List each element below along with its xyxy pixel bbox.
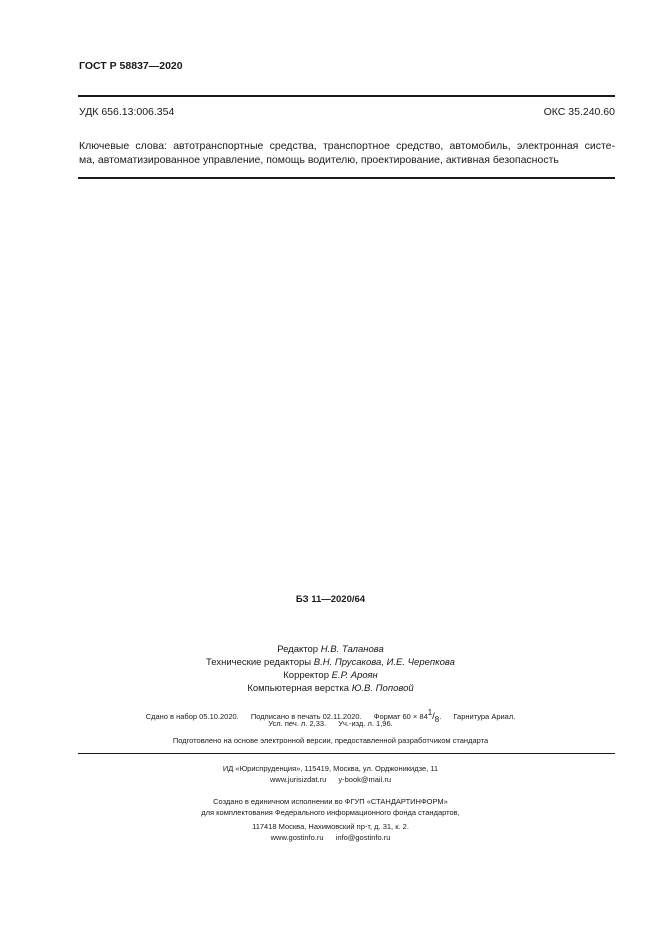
format-suffix: . [439, 712, 442, 722]
footer-rule [78, 753, 615, 754]
layout-label: Компьютерная верстка [247, 683, 350, 694]
print-signed: Подписано в печать 02.11.2020. [250, 712, 362, 722]
corrector-label: Корректор [283, 670, 329, 681]
oks-code: ОКС 35.240.60 [543, 106, 615, 118]
keywords-rule [78, 177, 615, 179]
publisher-contacts [0, 774, 661, 785]
created-contacts [0, 832, 661, 843]
publisher-line-1: ИД «Юриспруденция», 115419, Москва, ул. Орджоникидзе, 11 [222, 764, 439, 773]
standard-number: ГОСТ Р 58837—2020 [79, 60, 183, 72]
format-prefix: Формат 60 × 84 [373, 712, 428, 722]
format-frac-den: 8 [434, 715, 440, 725]
created-address: 117418 Москва, Нахимовский пр-т, д. 31, к. 2. [252, 822, 409, 831]
format-frac-num: 1 [427, 708, 433, 717]
tech-names: В.Н. Прусакова, И.Е. Черепкова [313, 657, 455, 668]
created-line-2: для комплектования Федерального информационного фонда стандартов, [201, 808, 460, 817]
format-frac-sep: / [432, 711, 435, 723]
editor-name: Н.В. Таланова [320, 644, 384, 655]
created-site[interactable]: www.gostinfo.ru [270, 833, 324, 842]
keywords-line-2: ма, автоматизированное управление, помощь водителю, проектирование, активная безопасность [79, 154, 559, 166]
layout-name: Ю.В. Поповой [351, 683, 414, 694]
credits-block [0, 643, 661, 695]
credit-corrector [0, 669, 661, 682]
udk-code: УДК 656.13:006.354 [79, 106, 175, 118]
created-email[interactable]: info@gostinfo.ru [335, 833, 391, 842]
corrector-name: Е.Р. Ароян [331, 670, 378, 681]
prepared-note: Подготовлено на основе электронной версии, предоставленной разработчиком стандарта [172, 736, 489, 745]
bz-number: БЗ 11—2020/64 [295, 594, 366, 605]
publisher-site[interactable]: www.jurisizdat.ru [270, 775, 327, 784]
credit-editor [0, 643, 661, 656]
print-font: Гарнитура Ариал. [453, 712, 516, 722]
editor-label: Редактор [277, 644, 319, 655]
print-sent: Сдано в набор 05.10.2020. [145, 712, 239, 722]
print-info-line-2 [0, 719, 661, 728]
print-usl: Усл. печ. л. 2,33. [268, 719, 327, 728]
publisher-email[interactable]: y-book@mail.ru [338, 775, 391, 784]
print-uch: Уч.-изд. л. 1,96. [338, 719, 393, 728]
credit-tech-editors [0, 656, 661, 669]
tech-label: Технические редакторы [206, 657, 312, 668]
created-line-1: Создано в единичном исполнении во ФГУП «СТАНДАРТИНФОРМ» [213, 797, 448, 806]
keywords-line-1: Ключевые слова: автотранспортные средства, транспортное средство, автомобиль, электронная систе- [79, 140, 615, 152]
credit-layout [0, 682, 661, 695]
header-rule [78, 95, 615, 97]
